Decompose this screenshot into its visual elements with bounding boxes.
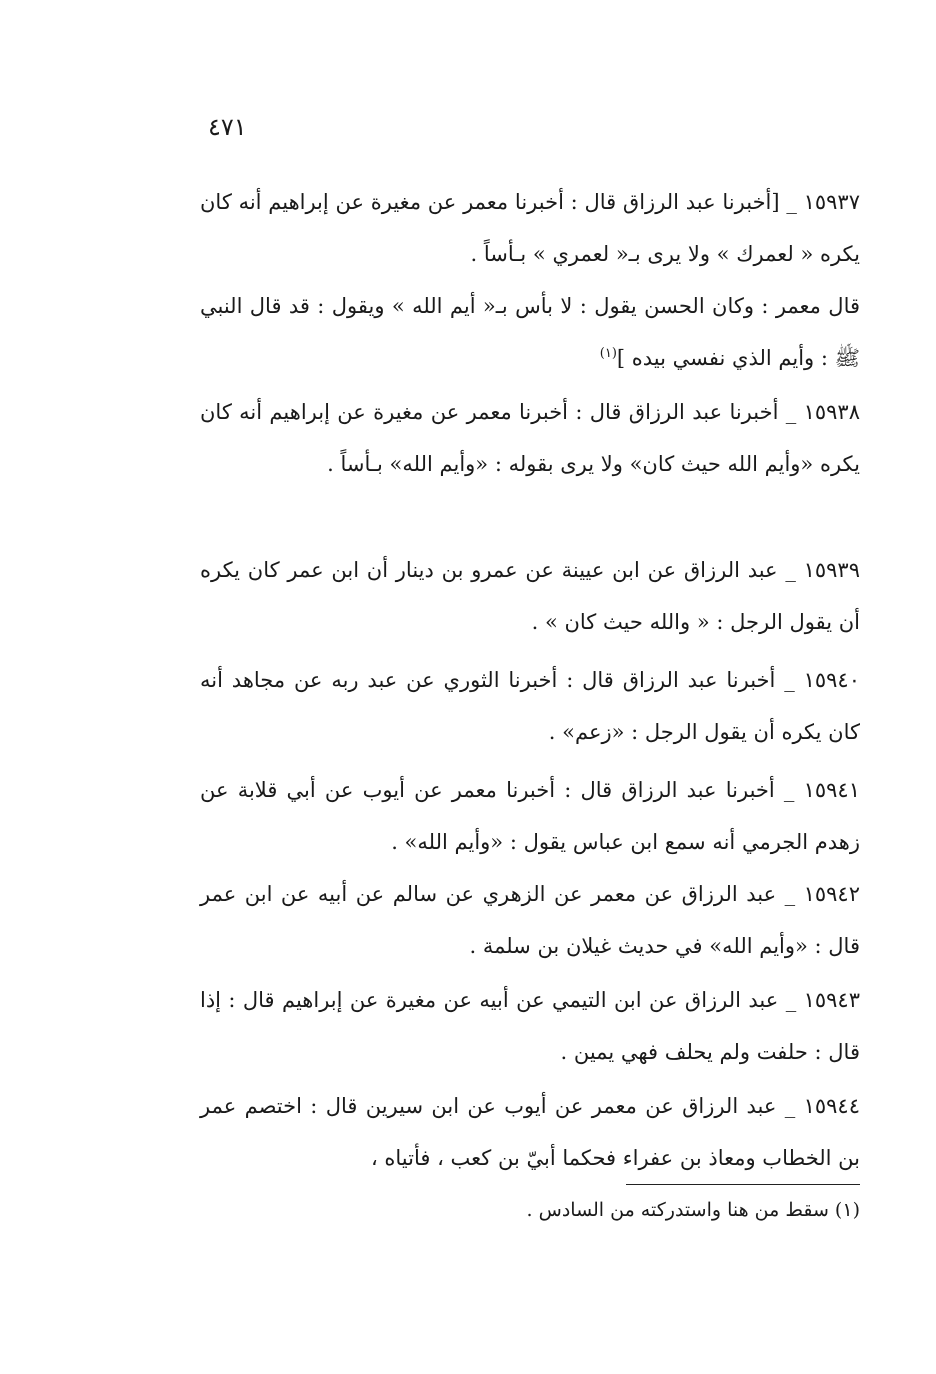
paragraph-15939-text: ١٥٩٣٩ _ عبد الرزاق عن ابن عيينة عن عمرو بن دينار أن ابن عمر كان يكره أن يقول الرجل : « والله حيث كان » . bbox=[200, 558, 860, 634]
footnote-divider bbox=[626, 1184, 860, 1185]
paragraph-15938-text: ١٥٩٣٨ _ أخبرنا عبد الرزاق قال : أخبرنا معمر عن مغيرة عن إبراهيم أنه كان يكره «وأيم الله حيث كان» ولا يرى بقوله : «وأيم الله» بـأساً . bbox=[200, 400, 860, 476]
paragraph-15938 bbox=[200, 386, 860, 490]
paragraph-15944 bbox=[200, 1080, 860, 1184]
paragraph-15940 bbox=[200, 654, 860, 758]
paragraph-15942 bbox=[200, 868, 860, 972]
paragraph-15937-part2-text: قال معمر : وكان الحسن يقول : لا بأس بـ« أيم الله » ويقول : قد قال النبي ﷺ : وأيم الذي نفسي بيده ] bbox=[200, 294, 860, 370]
paragraph-15937 bbox=[200, 176, 860, 384]
paragraph-15941 bbox=[200, 764, 860, 868]
paragraph-15937-part2 bbox=[200, 280, 860, 384]
paragraph-15942-text: ١٥٩٤٢ _ عبد الرزاق عن معمر عن الزهري عن سالم عن أبيه عن ابن عمر قال : «وأيم الله» في حديث غيلان بن سلمة . bbox=[200, 882, 860, 958]
paragraph-15940-text: ١٥٩٤٠ _ أخبرنا عبد الرزاق قال : أخبرنا الثوري عن عبد ربه عن مجاهد أنه كان يكره أن يقول الرجل : «زعم» . bbox=[200, 668, 860, 744]
footnote: (١) سقط من هنا واستدركته من السادس . bbox=[526, 1199, 860, 1221]
paragraph-15939 bbox=[200, 544, 860, 648]
paragraph-15937-part1: ١٥٩٣٧ _ [أخبرنا عبد الرزاق قال : أخبرنا معمر عن مغيرة عن إبراهيم أنه كان يكره « لعمرك » ولا يرى بـ« لعمري » بـأساً . bbox=[200, 190, 860, 266]
page-number: ٤٧١ bbox=[208, 113, 247, 141]
footnote-ref: (١) bbox=[599, 346, 617, 361]
paragraph-15944-text: ١٥٩٤٤ _ عبد الرزاق عن معمر عن أيوب عن ابن سيرين قال : اختصم عمر بن الخطاب ومعاذ بن عفراء فحكما أبيّ بن كعب ، فأتياه ، bbox=[200, 1094, 860, 1170]
paragraph-15943 bbox=[200, 974, 860, 1078]
paragraph-15943-text: ١٥٩٤٣ _ عبد الرزاق عن ابن التيمي عن أبيه عن مغيرة عن إبراهيم قال : إذا قال : حلفت ولم يحلف فهي يمين . bbox=[200, 988, 860, 1064]
paragraph-15941-text: ١٥٩٤١ _ أخبرنا عبد الرزاق قال : أخبرنا معمر عن أيوب عن أبي قلابة عن زهدم الجرمي أنه سمع ابن عباس يقول : «وأيم الله» . bbox=[200, 778, 860, 854]
